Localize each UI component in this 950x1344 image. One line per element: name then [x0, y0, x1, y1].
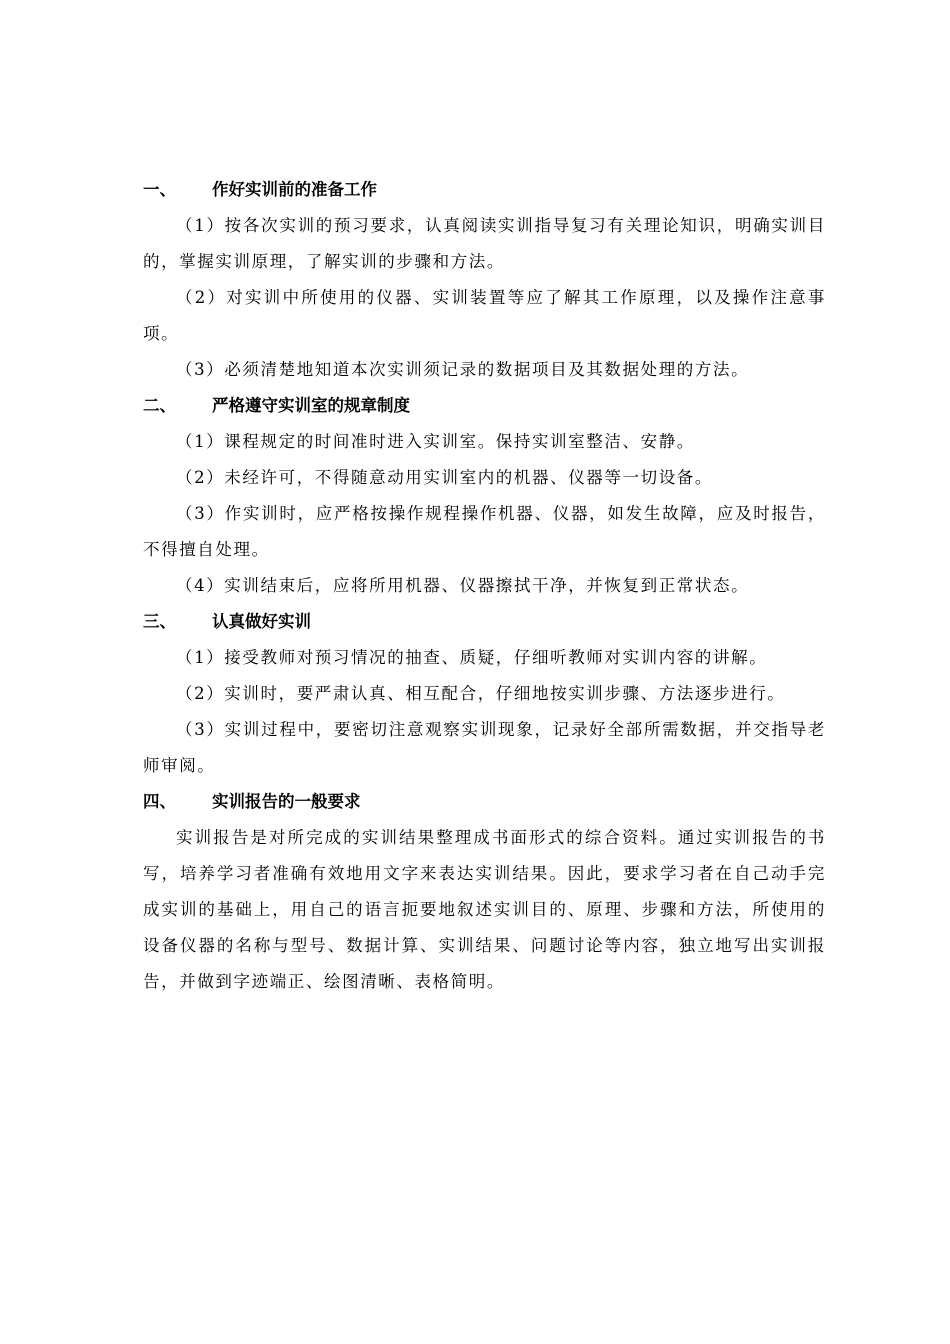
paragraph: （2）实训时，要严肃认真、相互配合，仔细地按实训步骤、方法逐步进行。	[176, 684, 786, 703]
document-page	[143, 172, 826, 1000]
section-title: 实训报告的一般要求	[212, 792, 361, 811]
paragraph: （2）对实训中所使用的仪器、实训装置等应了解其工作原理，以及操作注意事项。	[143, 288, 826, 343]
section-heading	[143, 172, 826, 208]
paragraph: （4）实训结束后，应将所用机器、仪器擦拭干净，并恢复到正常状态。	[176, 576, 750, 595]
paragraph: （1）接受教师对预习情况的抽查、质疑，仔细听教师对实训内容的讲解。	[176, 648, 768, 667]
section-2	[143, 388, 826, 604]
section-4	[143, 784, 826, 1000]
section-number: 四、	[143, 792, 176, 811]
section-heading	[143, 388, 826, 424]
section-3	[143, 604, 826, 784]
section-title: 认真做好实训	[212, 612, 311, 631]
paragraph: （3）作实训时，应严格按操作规程操作机器、仪器，如发生故障，应及时报告，不得擅自处理。	[143, 504, 826, 559]
paragraph: （1）按各次实训的预习要求，认真阅读实训指导复习有关理论知识，明确实训目的，掌握实训原理，了解实训的步骤和方法。	[143, 216, 826, 271]
section-1	[143, 172, 826, 388]
section-number: 二、	[143, 396, 176, 415]
section-title: 作好实训前的准备工作	[212, 180, 377, 199]
paragraph: （2）未经许可，不得随意动用实训室内的机器、仪器等一切设备。	[176, 468, 713, 487]
paragraph: （3）实训过程中，要密切注意观察实训现象，记录好全部所需数据，并交指导老师审阅。	[143, 720, 826, 775]
paragraph: （3）必须清楚地知道本次实训须记录的数据项目及其数据处理的方法。	[176, 360, 750, 379]
paragraph: 实训报告是对所完成的实训结果整理成书面形式的综合资料。通过实训报告的书写，培养学习者准确有效地用文字来表达实训结果。因此，要求学习者在自己动手完成实训的基础上，用自己的语言扼要地叙述实训目的、原理、步骤和方法，所使用的设备仪器的名称与型号、数据计算、实训结果、问题讨论等内容，独立地写出实训报告，并做到字迹端正、绘图清晰、表格简明。	[143, 828, 826, 991]
paragraph: （1）课程规定的时间准时进入实训室。保持实训室整洁、安静。	[176, 432, 695, 451]
section-heading	[143, 604, 826, 640]
section-heading	[143, 784, 826, 820]
section-title: 严格遵守实训室的规章制度	[212, 396, 410, 415]
section-number: 三、	[143, 612, 176, 631]
section-number: 一、	[143, 180, 176, 199]
